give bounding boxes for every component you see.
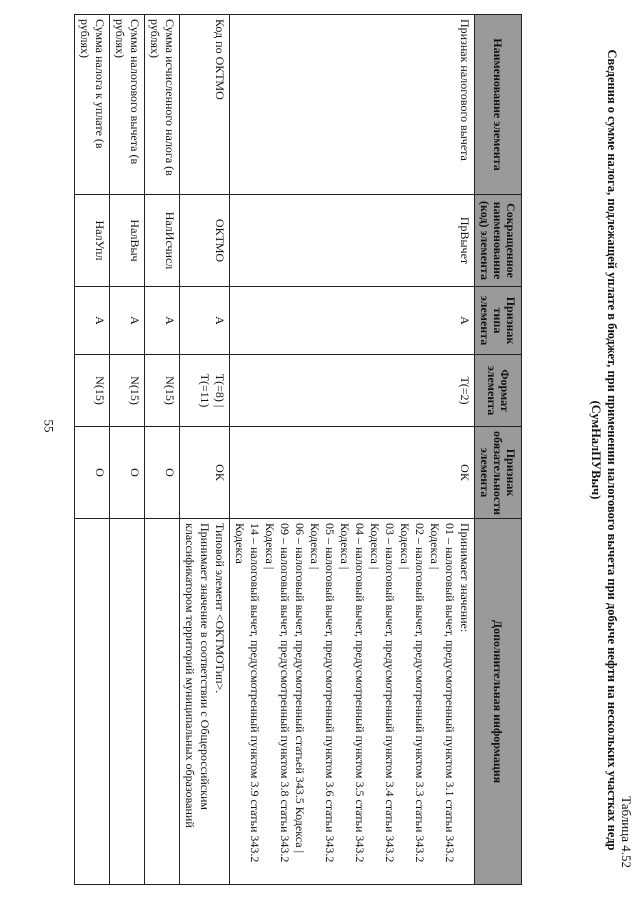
- cell-required: О: [145, 427, 180, 519]
- table-row: [145, 15, 180, 885]
- header-info: Дополнительная информация: [475, 519, 522, 885]
- cell-name: Признак налогового вычета: [230, 15, 475, 195]
- info-line: 02 – налоговый вычет, предусмотренный пунктом 3.3 статьи 343.2 Кодекса |: [398, 523, 427, 863]
- header-required: Признак обязательности элемента: [475, 427, 522, 519]
- cell-format: N(15): [75, 355, 110, 427]
- table-row: [180, 15, 230, 885]
- table-row: [75, 15, 110, 885]
- table-number: Таблица 4.52: [619, 796, 634, 868]
- info-line: 09 – налоговый вычет, предусмотренный пунктом 3.8 статьи 343.2 Кодекса |: [263, 523, 292, 863]
- header-row: [475, 15, 522, 885]
- info-line: 05 – налоговый вычет, предусмотренный пунктом 3.6 статьи 343.2 Кодекса |: [308, 523, 337, 863]
- cell-type: А: [75, 287, 110, 355]
- info-line: Принимает значение:: [458, 523, 472, 633]
- cell-required: О: [110, 427, 145, 519]
- cell-name: Код по ОКТМО: [180, 15, 230, 195]
- info-line: 04 – налоговый вычет, предусмотренный пунктом 3.5 статьи 343.2 Кодекса |: [338, 523, 367, 863]
- info-line: Типовой элемент <ОКТМОТип>.: [213, 523, 227, 694]
- cell-format: T(=8) | T(=11): [180, 355, 230, 427]
- cell-code: НалИсчисл: [145, 195, 180, 287]
- cell-required: ОК: [230, 427, 475, 519]
- cell-code: ПрВычет: [230, 195, 475, 287]
- cell-required: ОК: [180, 427, 230, 519]
- cell-name: Сумма налога к уплате (в рублях): [75, 15, 110, 195]
- cell-code: НалВыч: [110, 195, 145, 287]
- cell-code: ОКТМО: [180, 195, 230, 287]
- cell-required: О: [75, 427, 110, 519]
- header-name: Наименование элемента: [475, 15, 522, 195]
- cell-type: А: [180, 287, 230, 355]
- page-number: 55: [41, 419, 57, 433]
- header-type: Признак типа элемента: [475, 287, 522, 355]
- elements-table: [74, 14, 522, 885]
- table-title: Сведения о сумме налога, подлежащей уплате в бюджет, при применении налогового вычета при добыче нефти на нескольких участках недр (СумНалПУВыч): [589, 49, 619, 851]
- cell-format: N(15): [145, 355, 180, 427]
- cell-type: А: [110, 287, 145, 355]
- info-line: 03 – налоговый вычет, предусмотренный пунктом 3.4 статьи 343.2 Кодекса |: [368, 523, 397, 863]
- cell-type: А: [230, 287, 475, 355]
- info-line: 01 – налоговый вычет, предусмотренный пунктом 3.1 статьи 343.2 Кодекса |: [428, 523, 457, 863]
- cell-info: [75, 519, 110, 885]
- info-line: Принимает значение в соответствии с Общероссийским классификатором территорий муниципальных образований: [183, 523, 212, 828]
- cell-format: T(=2): [230, 355, 475, 427]
- cell-type: А: [145, 287, 180, 355]
- header-code: Сокращенное наименование (код) элемента: [475, 195, 522, 287]
- table-row: [110, 15, 145, 885]
- info-line: 14 – налоговый вычет, предусмотренный пунктом 3.9 статьи 343.2 Кодекса: [233, 523, 262, 863]
- cell-info: [180, 519, 230, 885]
- table-row: [230, 15, 475, 885]
- cell-name: Сумма налогового вычета (в рублях): [110, 15, 145, 195]
- cell-info: [230, 519, 475, 885]
- header-format: Формат элемента: [475, 355, 522, 427]
- cell-info: [145, 519, 180, 885]
- cell-name: Сумма исчисленного налога (в рублях): [145, 15, 180, 195]
- cell-info: [110, 519, 145, 885]
- cell-code: НалУпл: [75, 195, 110, 287]
- info-line: 06 – налоговый вычет, предусмотренный статьей 343.5 Кодекса |: [293, 523, 307, 853]
- cell-format: N(15): [110, 355, 145, 427]
